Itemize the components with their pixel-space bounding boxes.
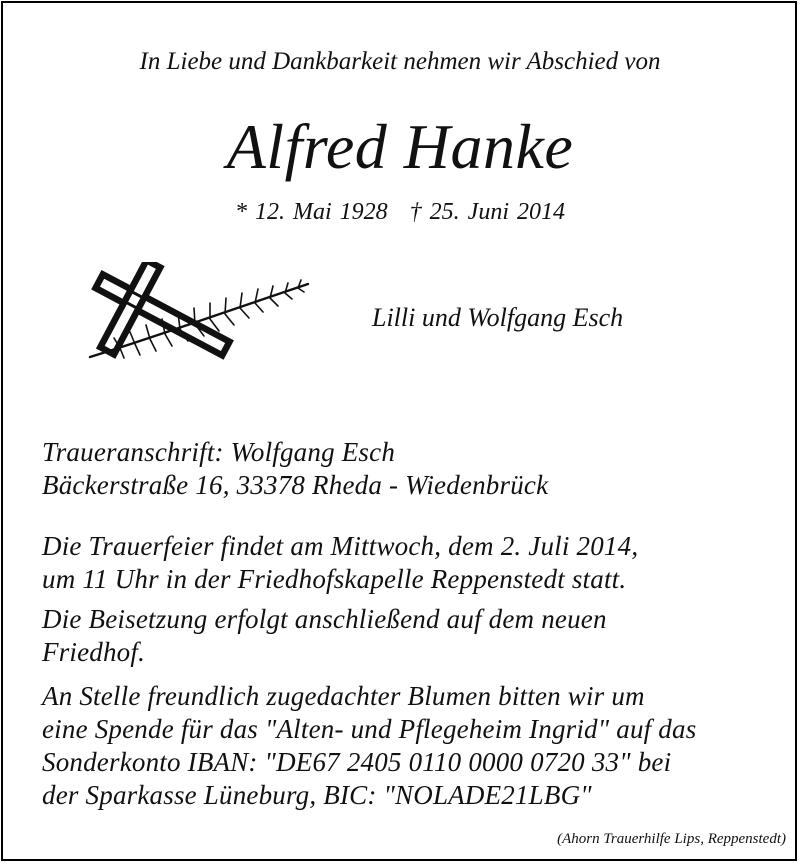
death-date: † 25. Juni 2014 xyxy=(409,199,565,225)
intro-text: In Liebe und Dankbarkeit nehmen wir Abschied von xyxy=(139,48,661,75)
donation-info: An Stelle freundlich zugedachter Blumen bitten wir um eine Spende für das "Alten- und Pflegeheim Ingrid" auf das Sonderkonto IBAN: "DE67 2405 0110 0000 0720 33" bei der Sparkasse Lüneburg, BIC: "NOLADE21LBG" xyxy=(42,681,697,810)
deceased-name: Alfred Hanke xyxy=(226,111,574,182)
mourners: Lilli und Wolfgang Esch xyxy=(372,303,624,332)
address-line-1: Traueranschrift: Wolfgang Esch xyxy=(42,437,396,467)
ceremony-info: Die Trauerfeier findet am Mittwoch, dem 2. Juli 2014, um 11 Uhr in der Friedhofskapelle Reppenstedt statt. xyxy=(42,531,639,594)
funeral-home-credit: (Ahorn Trauerhilfe Lips, Reppenstedt) xyxy=(557,831,786,847)
life-dates xyxy=(0,199,800,226)
birth-date: * 12. Mai 1928 xyxy=(235,199,388,225)
mourning-address xyxy=(42,436,548,502)
burial-info: Die Beisetzung erfolgt anschließend auf dem neuen Friedhof. xyxy=(42,604,607,667)
cross-with-palm-branch-icon xyxy=(80,262,310,387)
address-line-2: Bäckerstraße 16, 33378 Rheda - Wiedenbrück xyxy=(42,470,549,500)
